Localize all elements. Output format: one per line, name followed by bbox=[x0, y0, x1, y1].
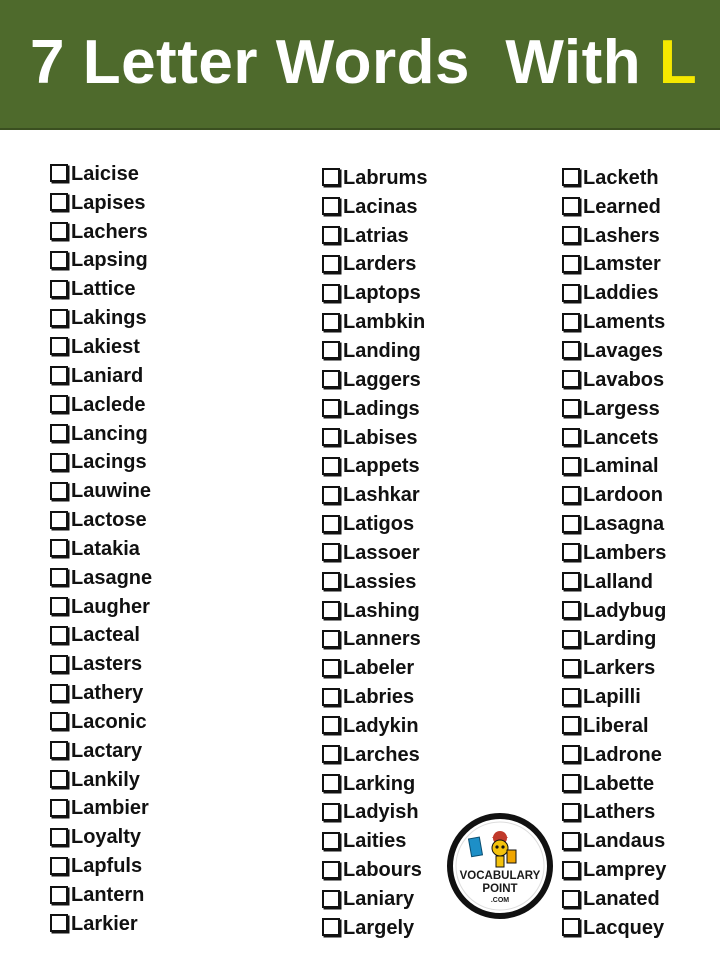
word-text: Latigos bbox=[343, 513, 415, 536]
checkbox-outline-icon bbox=[562, 341, 580, 359]
checkbox-outline-icon bbox=[50, 280, 68, 298]
page-title-main: 7 Letter Words With bbox=[30, 28, 659, 97]
checkbox-outline-icon bbox=[322, 572, 340, 590]
word-text: Lactose bbox=[71, 509, 147, 532]
checkbox-outline-icon bbox=[50, 655, 68, 673]
checkbox-outline-icon bbox=[50, 828, 68, 846]
word-text: Larkers bbox=[583, 657, 656, 680]
checkbox-outline-icon bbox=[322, 890, 340, 908]
checkbox-outline-icon bbox=[322, 457, 340, 475]
checkbox-outline-icon bbox=[562, 284, 580, 302]
checkbox-outline-icon bbox=[322, 601, 340, 619]
word-text: Larches bbox=[343, 743, 420, 766]
checkbox-outline-icon bbox=[562, 515, 580, 533]
word-text: Ladybug bbox=[583, 599, 667, 622]
word-text: Lalland bbox=[583, 570, 654, 593]
word-list-item bbox=[322, 279, 427, 308]
word-text: Lakings bbox=[71, 307, 147, 330]
checkbox-outline-icon bbox=[562, 861, 580, 879]
word-text: Labours bbox=[343, 859, 422, 882]
word-list-item bbox=[50, 593, 152, 622]
word-list-item bbox=[562, 251, 666, 280]
word-text: Latrias bbox=[343, 224, 409, 247]
word-text: Latakia bbox=[71, 537, 140, 560]
checkbox-outline-icon bbox=[50, 914, 68, 932]
checkbox-outline-icon bbox=[562, 197, 580, 215]
word-text: Lashers bbox=[583, 224, 660, 247]
checkbox-outline-icon bbox=[322, 688, 340, 706]
word-list-item bbox=[322, 222, 427, 251]
checkbox-outline-icon bbox=[562, 745, 580, 763]
word-text: Lapfuls bbox=[71, 855, 143, 878]
word-list-item bbox=[562, 424, 666, 453]
word-list-item bbox=[562, 712, 666, 741]
word-text: Lakiest bbox=[71, 335, 140, 358]
checkbox-outline-icon bbox=[322, 197, 340, 215]
logo-text-line2: POINT bbox=[482, 883, 518, 895]
checkbox-outline-icon bbox=[50, 684, 68, 702]
word-list-item bbox=[322, 481, 427, 510]
word-text: Laniary bbox=[343, 888, 415, 911]
word-list-item bbox=[50, 679, 152, 708]
word-list-item bbox=[50, 506, 152, 535]
word-column-1 bbox=[50, 160, 152, 939]
word-list-item bbox=[322, 914, 427, 943]
word-list-item bbox=[50, 477, 152, 506]
word-list-item bbox=[322, 337, 427, 366]
word-text: Lachers bbox=[71, 220, 148, 243]
checkbox-outline-icon bbox=[50, 337, 68, 355]
checkbox-outline-icon bbox=[50, 886, 68, 904]
word-list-item bbox=[322, 193, 427, 222]
checkbox-outline-icon bbox=[562, 226, 580, 244]
checkbox-outline-icon bbox=[562, 428, 580, 446]
word-list-item bbox=[50, 881, 152, 910]
word-text: Lapises bbox=[71, 191, 146, 214]
checkbox-outline-icon bbox=[562, 803, 580, 821]
word-list-item bbox=[50, 275, 152, 304]
word-list-item bbox=[562, 741, 666, 770]
page-title bbox=[30, 24, 697, 102]
checkbox-outline-icon bbox=[50, 770, 68, 788]
word-text: Lapsing bbox=[71, 249, 148, 272]
checkbox-outline-icon bbox=[562, 918, 580, 936]
word-list-item bbox=[322, 799, 427, 828]
word-text: Ladyish bbox=[343, 801, 419, 824]
checkbox-outline-icon bbox=[562, 716, 580, 734]
word-list-item bbox=[322, 308, 427, 337]
checkbox-outline-icon bbox=[50, 395, 68, 413]
checkbox-outline-icon bbox=[50, 511, 68, 529]
word-text: Lacquey bbox=[583, 916, 665, 939]
word-column-3 bbox=[562, 164, 666, 943]
word-text: Labrums bbox=[343, 166, 428, 189]
word-text: Lamprey bbox=[583, 859, 667, 882]
checkbox-outline-icon bbox=[322, 515, 340, 533]
word-text: Lavages bbox=[583, 339, 664, 362]
checkbox-outline-icon bbox=[562, 659, 580, 677]
word-text: Laddies bbox=[583, 282, 659, 305]
word-text: Ladykin bbox=[343, 714, 419, 737]
word-text: Lancets bbox=[583, 426, 659, 449]
word-text: Lasagna bbox=[583, 513, 665, 536]
word-list-item bbox=[562, 539, 666, 568]
word-list-item bbox=[322, 770, 427, 799]
word-text: Larding bbox=[583, 628, 657, 651]
word-text: Lambers bbox=[583, 541, 667, 564]
word-text: Lacteal bbox=[71, 624, 140, 647]
logo-text-line1: VOCABULARY bbox=[459, 870, 541, 882]
checkbox-outline-icon bbox=[562, 370, 580, 388]
word-text: Lanated bbox=[583, 888, 660, 911]
word-text: Lashkar bbox=[343, 484, 420, 507]
word-text: Lancing bbox=[71, 422, 148, 445]
checkbox-outline-icon bbox=[322, 543, 340, 561]
checkbox-outline-icon bbox=[562, 572, 580, 590]
word-list-item bbox=[50, 852, 152, 881]
word-list-item bbox=[562, 914, 666, 943]
checkbox-outline-icon bbox=[50, 366, 68, 384]
word-list-item bbox=[322, 885, 427, 914]
checkbox-outline-icon bbox=[50, 741, 68, 759]
word-text: Laities bbox=[343, 830, 407, 853]
checkbox-outline-icon bbox=[50, 193, 68, 211]
word-list-item bbox=[322, 395, 427, 424]
word-list-item bbox=[562, 337, 666, 366]
word-list-item bbox=[50, 391, 152, 420]
word-list-item bbox=[50, 448, 152, 477]
word-list-item bbox=[562, 770, 666, 799]
checkbox-outline-icon bbox=[322, 428, 340, 446]
word-text: Landaus bbox=[583, 830, 666, 853]
word-text: Lathers bbox=[583, 801, 656, 824]
word-text: Lasagne bbox=[71, 566, 153, 589]
word-text: Laicise bbox=[71, 162, 139, 185]
word-list-item bbox=[50, 708, 152, 737]
checkbox-outline-icon bbox=[562, 688, 580, 706]
word-text: Lambier bbox=[71, 797, 149, 820]
word-list-item bbox=[562, 481, 666, 510]
word-list-item bbox=[322, 539, 427, 568]
word-list-item bbox=[50, 737, 152, 766]
checkbox-outline-icon bbox=[322, 832, 340, 850]
word-text: Lacketh bbox=[583, 166, 659, 189]
checkbox-outline-icon bbox=[322, 630, 340, 648]
word-text: Labries bbox=[343, 686, 415, 709]
word-list-item bbox=[50, 304, 152, 333]
word-text: Laptops bbox=[343, 282, 421, 305]
checkbox-outline-icon bbox=[50, 309, 68, 327]
word-list-item bbox=[562, 308, 666, 337]
word-text: Lantern bbox=[71, 884, 145, 907]
word-text: Lapilli bbox=[583, 686, 641, 709]
checkbox-outline-icon bbox=[50, 222, 68, 240]
checkbox-outline-icon bbox=[562, 832, 580, 850]
word-list-item bbox=[322, 683, 427, 712]
word-list-item bbox=[562, 654, 666, 683]
word-list-item bbox=[50, 247, 152, 276]
word-text: Larkier bbox=[71, 912, 138, 935]
word-list-item bbox=[322, 856, 427, 885]
word-text: Landing bbox=[343, 339, 421, 362]
word-text: Larking bbox=[343, 772, 416, 795]
checkbox-outline-icon bbox=[562, 630, 580, 648]
checkbox-outline-icon bbox=[562, 168, 580, 186]
word-list-item bbox=[562, 885, 666, 914]
checkbox-outline-icon bbox=[322, 486, 340, 504]
checkbox-outline-icon bbox=[562, 890, 580, 908]
checkbox-outline-icon bbox=[562, 399, 580, 417]
word-list-item bbox=[50, 910, 152, 939]
word-text: Lauwine bbox=[71, 480, 152, 503]
checkbox-outline-icon bbox=[562, 543, 580, 561]
word-list-item bbox=[562, 395, 666, 424]
word-list-item bbox=[322, 251, 427, 280]
word-list-item bbox=[322, 424, 427, 453]
word-text: Lassoer bbox=[343, 541, 420, 564]
word-list-item bbox=[562, 799, 666, 828]
word-text: Laconic bbox=[71, 710, 147, 733]
checkbox-outline-icon bbox=[322, 341, 340, 359]
word-text: Lathery bbox=[71, 682, 144, 705]
checkbox-outline-icon bbox=[562, 486, 580, 504]
word-list-item bbox=[562, 164, 666, 193]
checkbox-outline-icon bbox=[50, 712, 68, 730]
word-list-item bbox=[322, 827, 427, 856]
checkbox-outline-icon bbox=[562, 313, 580, 331]
word-text: Ladings bbox=[343, 397, 420, 420]
word-text: Lardoon bbox=[583, 484, 663, 507]
word-text: Lappets bbox=[343, 455, 420, 478]
checkbox-outline-icon bbox=[322, 861, 340, 879]
word-list-item bbox=[562, 193, 666, 222]
word-text: Ladrone bbox=[583, 743, 662, 766]
checkbox-outline-icon bbox=[322, 716, 340, 734]
checkbox-outline-icon bbox=[50, 424, 68, 442]
checkbox-outline-icon bbox=[50, 539, 68, 557]
logo-text-line3: .COM bbox=[490, 897, 510, 904]
checkbox-outline-icon bbox=[322, 226, 340, 244]
word-text: Laminal bbox=[583, 455, 659, 478]
word-list-item bbox=[50, 564, 152, 593]
checkbox-outline-icon bbox=[562, 774, 580, 792]
word-list-item bbox=[562, 683, 666, 712]
checkbox-outline-icon bbox=[50, 626, 68, 644]
checkbox-outline-icon bbox=[50, 164, 68, 182]
word-text: Learned bbox=[583, 195, 661, 218]
title-banner bbox=[0, 0, 720, 130]
word-list-item bbox=[322, 741, 427, 770]
checkbox-outline-icon bbox=[50, 799, 68, 817]
checkbox-outline-icon bbox=[322, 168, 340, 186]
checkbox-outline-icon bbox=[322, 284, 340, 302]
word-list-item bbox=[50, 622, 152, 651]
word-list-item bbox=[322, 452, 427, 481]
word-text: Laments bbox=[583, 311, 666, 334]
word-text: Largess bbox=[583, 397, 660, 420]
word-list-item bbox=[322, 597, 427, 626]
word-text: Lanners bbox=[343, 628, 421, 651]
word-text: Lashing bbox=[343, 599, 420, 622]
word-text: Liberal bbox=[583, 714, 649, 737]
word-list-item bbox=[562, 827, 666, 856]
word-text: Labeler bbox=[343, 657, 415, 680]
word-list-item bbox=[50, 362, 152, 391]
word-list-item bbox=[322, 654, 427, 683]
checkbox-outline-icon bbox=[322, 774, 340, 792]
checkbox-outline-icon bbox=[50, 453, 68, 471]
word-list-item bbox=[322, 366, 427, 395]
word-list-item bbox=[562, 222, 666, 251]
checkbox-outline-icon bbox=[322, 659, 340, 677]
word-list-item bbox=[562, 597, 666, 626]
word-list-item bbox=[322, 712, 427, 741]
checkbox-outline-icon bbox=[50, 251, 68, 269]
word-list-item bbox=[562, 279, 666, 308]
word-list-item bbox=[50, 766, 152, 795]
checkbox-outline-icon bbox=[322, 313, 340, 331]
word-list-item bbox=[322, 510, 427, 539]
word-text: Largely bbox=[343, 916, 415, 939]
word-list-item bbox=[50, 823, 152, 852]
word-column-2 bbox=[322, 164, 427, 943]
word-text: Laclede bbox=[71, 393, 146, 416]
word-text: Lacinas bbox=[343, 195, 418, 218]
word-text: Lactary bbox=[71, 739, 143, 762]
word-text: Lacings bbox=[71, 451, 147, 474]
word-text: Loyalty bbox=[71, 826, 142, 849]
word-list-item bbox=[50, 535, 152, 564]
checkbox-outline-icon bbox=[322, 255, 340, 273]
checkbox-outline-icon bbox=[322, 918, 340, 936]
checkbox-outline-icon bbox=[50, 857, 68, 875]
word-list-item bbox=[562, 366, 666, 395]
word-list-item bbox=[50, 650, 152, 679]
checkbox-outline-icon bbox=[322, 399, 340, 417]
word-list-item bbox=[562, 452, 666, 481]
word-list-item bbox=[50, 795, 152, 824]
word-text: Laggers bbox=[343, 368, 421, 391]
word-list-item bbox=[50, 333, 152, 362]
word-list-item bbox=[50, 160, 152, 189]
word-list-item bbox=[562, 856, 666, 885]
checkbox-outline-icon bbox=[50, 568, 68, 586]
word-list-item bbox=[562, 626, 666, 655]
checkbox-outline-icon bbox=[562, 255, 580, 273]
word-text: Laniard bbox=[71, 364, 144, 387]
word-text: Labises bbox=[343, 426, 418, 449]
word-list-item bbox=[562, 568, 666, 597]
word-text: Larders bbox=[343, 253, 417, 276]
checkbox-outline-icon bbox=[562, 457, 580, 475]
word-text: Lamster bbox=[583, 253, 661, 276]
word-list-item bbox=[322, 164, 427, 193]
checkbox-outline-icon bbox=[50, 482, 68, 500]
word-text: Lassies bbox=[343, 570, 417, 593]
checkbox-outline-icon bbox=[322, 370, 340, 388]
word-list-item bbox=[562, 510, 666, 539]
word-text: Lattice bbox=[71, 278, 136, 301]
checkbox-outline-icon bbox=[322, 745, 340, 763]
word-list-item bbox=[50, 189, 152, 218]
word-text: Labette bbox=[583, 772, 655, 795]
vocabulary-point-logo bbox=[442, 812, 558, 920]
checkbox-outline-icon bbox=[322, 803, 340, 821]
word-list-item bbox=[50, 218, 152, 247]
word-text: Lasters bbox=[71, 653, 143, 676]
checkbox-outline-icon bbox=[562, 601, 580, 619]
word-list-item bbox=[50, 420, 152, 449]
word-list-item bbox=[322, 626, 427, 655]
checkbox-outline-icon bbox=[50, 597, 68, 615]
word-list-item bbox=[322, 568, 427, 597]
page-title-accent: L bbox=[658, 28, 698, 97]
word-text: Lankily bbox=[71, 768, 140, 791]
word-text: Laugher bbox=[71, 595, 150, 618]
word-text: Lavabos bbox=[583, 368, 665, 391]
word-text: Lambkin bbox=[343, 311, 426, 334]
